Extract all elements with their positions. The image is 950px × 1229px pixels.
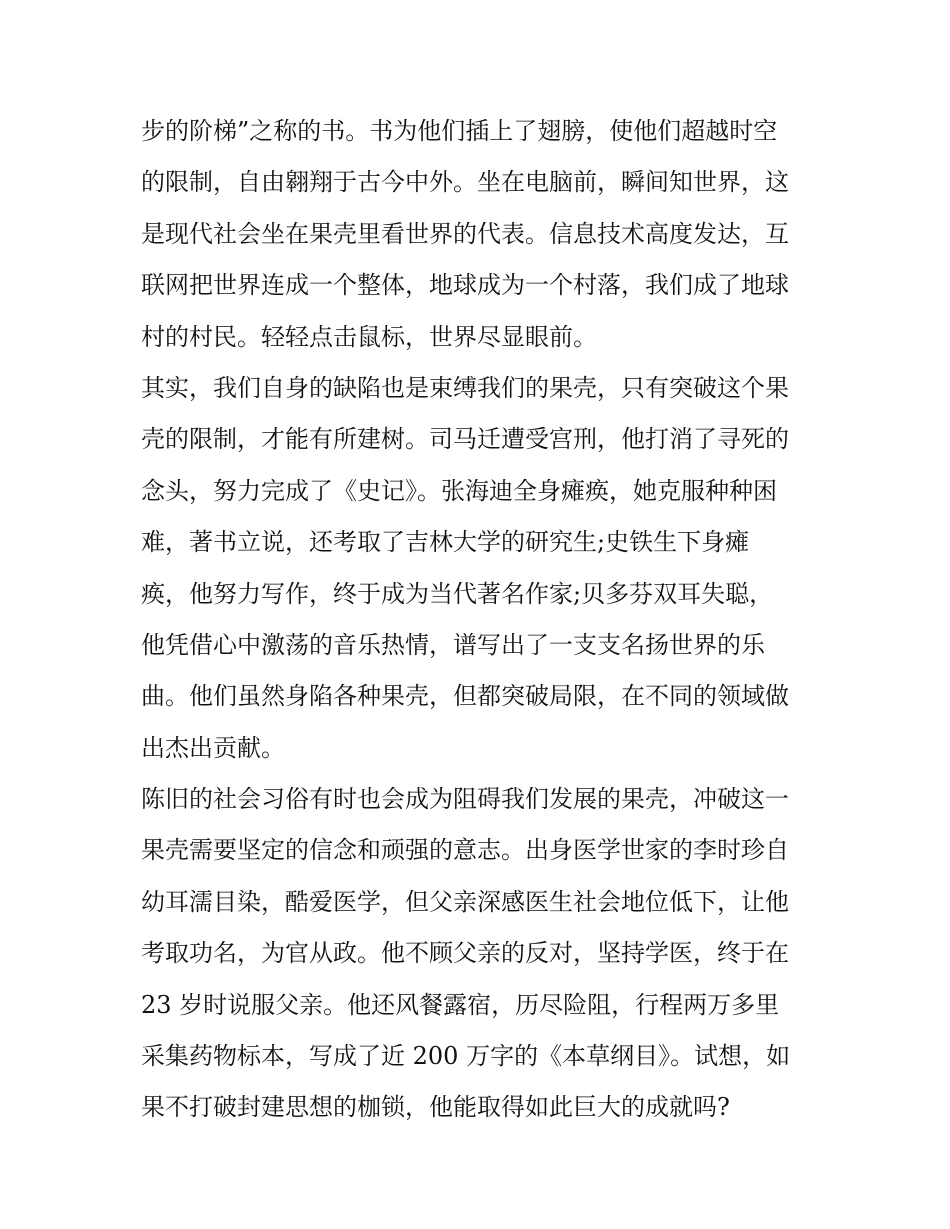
text-line: 难，著书立说，还考取了吉林大学的研究生;史铁生下身瘫 bbox=[141, 528, 750, 557]
text-line: 联网把世界连成一个整体，地球成为一个村落，我们成了地球 bbox=[141, 271, 789, 300]
text-line: 村的村民。轻轻点击鼠标，世界尽显眼前。 bbox=[141, 322, 597, 351]
text-line: 23 岁时说服父亲。他还风餐露宿，历尽险阻，行程两万多里 bbox=[141, 990, 780, 1019]
text-line: 步的阶梯”之称的书。书为他们插上了翅膀，使他们超越时空 bbox=[141, 117, 778, 145]
text-line: 果不打破封建思想的枷锁，他能取得如此巨大的成就吗? bbox=[141, 1093, 730, 1122]
text-line: 幼耳濡目染，酷爱医学，但父亲深感医生社会地位低下，让他 bbox=[141, 887, 789, 916]
text-line: 痪，他努力写作，终于成为当代著名作家;贝多芬双耳失聪， bbox=[141, 579, 774, 608]
text-line: 是现代社会坐在果壳里看世界的代表。信息技术高度发达，互 bbox=[141, 219, 789, 248]
text-line: 的限制，自由翱翔于古今中外。坐在电脑前，瞬间知世界，这 bbox=[141, 168, 789, 197]
text-line: 念头，努力完成了《史记》。张海迪全身瘫痪，她克服种种困 bbox=[141, 476, 777, 505]
text-line: 他凭借心中激荡的音乐热情，谱写出了一支支名扬世界的乐 bbox=[141, 630, 765, 659]
text-line: 曲。他们虽然身陷各种果壳，但都突破局限，在不同的领域做 bbox=[141, 682, 789, 711]
text-line: 出杰出贡献。 bbox=[141, 733, 285, 762]
text-line: 壳的限制，才能有所建树。司马迁遭受宫刑，他打消了寻死的 bbox=[141, 425, 789, 454]
text-line: 采集药物标本，写成了近 200 万字的《本草纲目》。试想，如 bbox=[141, 1042, 791, 1071]
text-line: 陈旧的社会习俗有时也会成为阻碍我们发展的果壳，冲破这一 bbox=[141, 785, 789, 814]
text-line: 其实，我们自身的缺陷也是束缚我们的果壳，只有突破这个果 bbox=[141, 373, 789, 402]
essay-text bbox=[141, 106, 821, 1134]
text-line: 果壳需要坚定的信念和顽强的意志。出身医学世家的李时珍自 bbox=[141, 836, 789, 865]
text-line: 考取功名，为官从政。他不顾父亲的反对，坚持学医，终于在 bbox=[141, 939, 789, 968]
